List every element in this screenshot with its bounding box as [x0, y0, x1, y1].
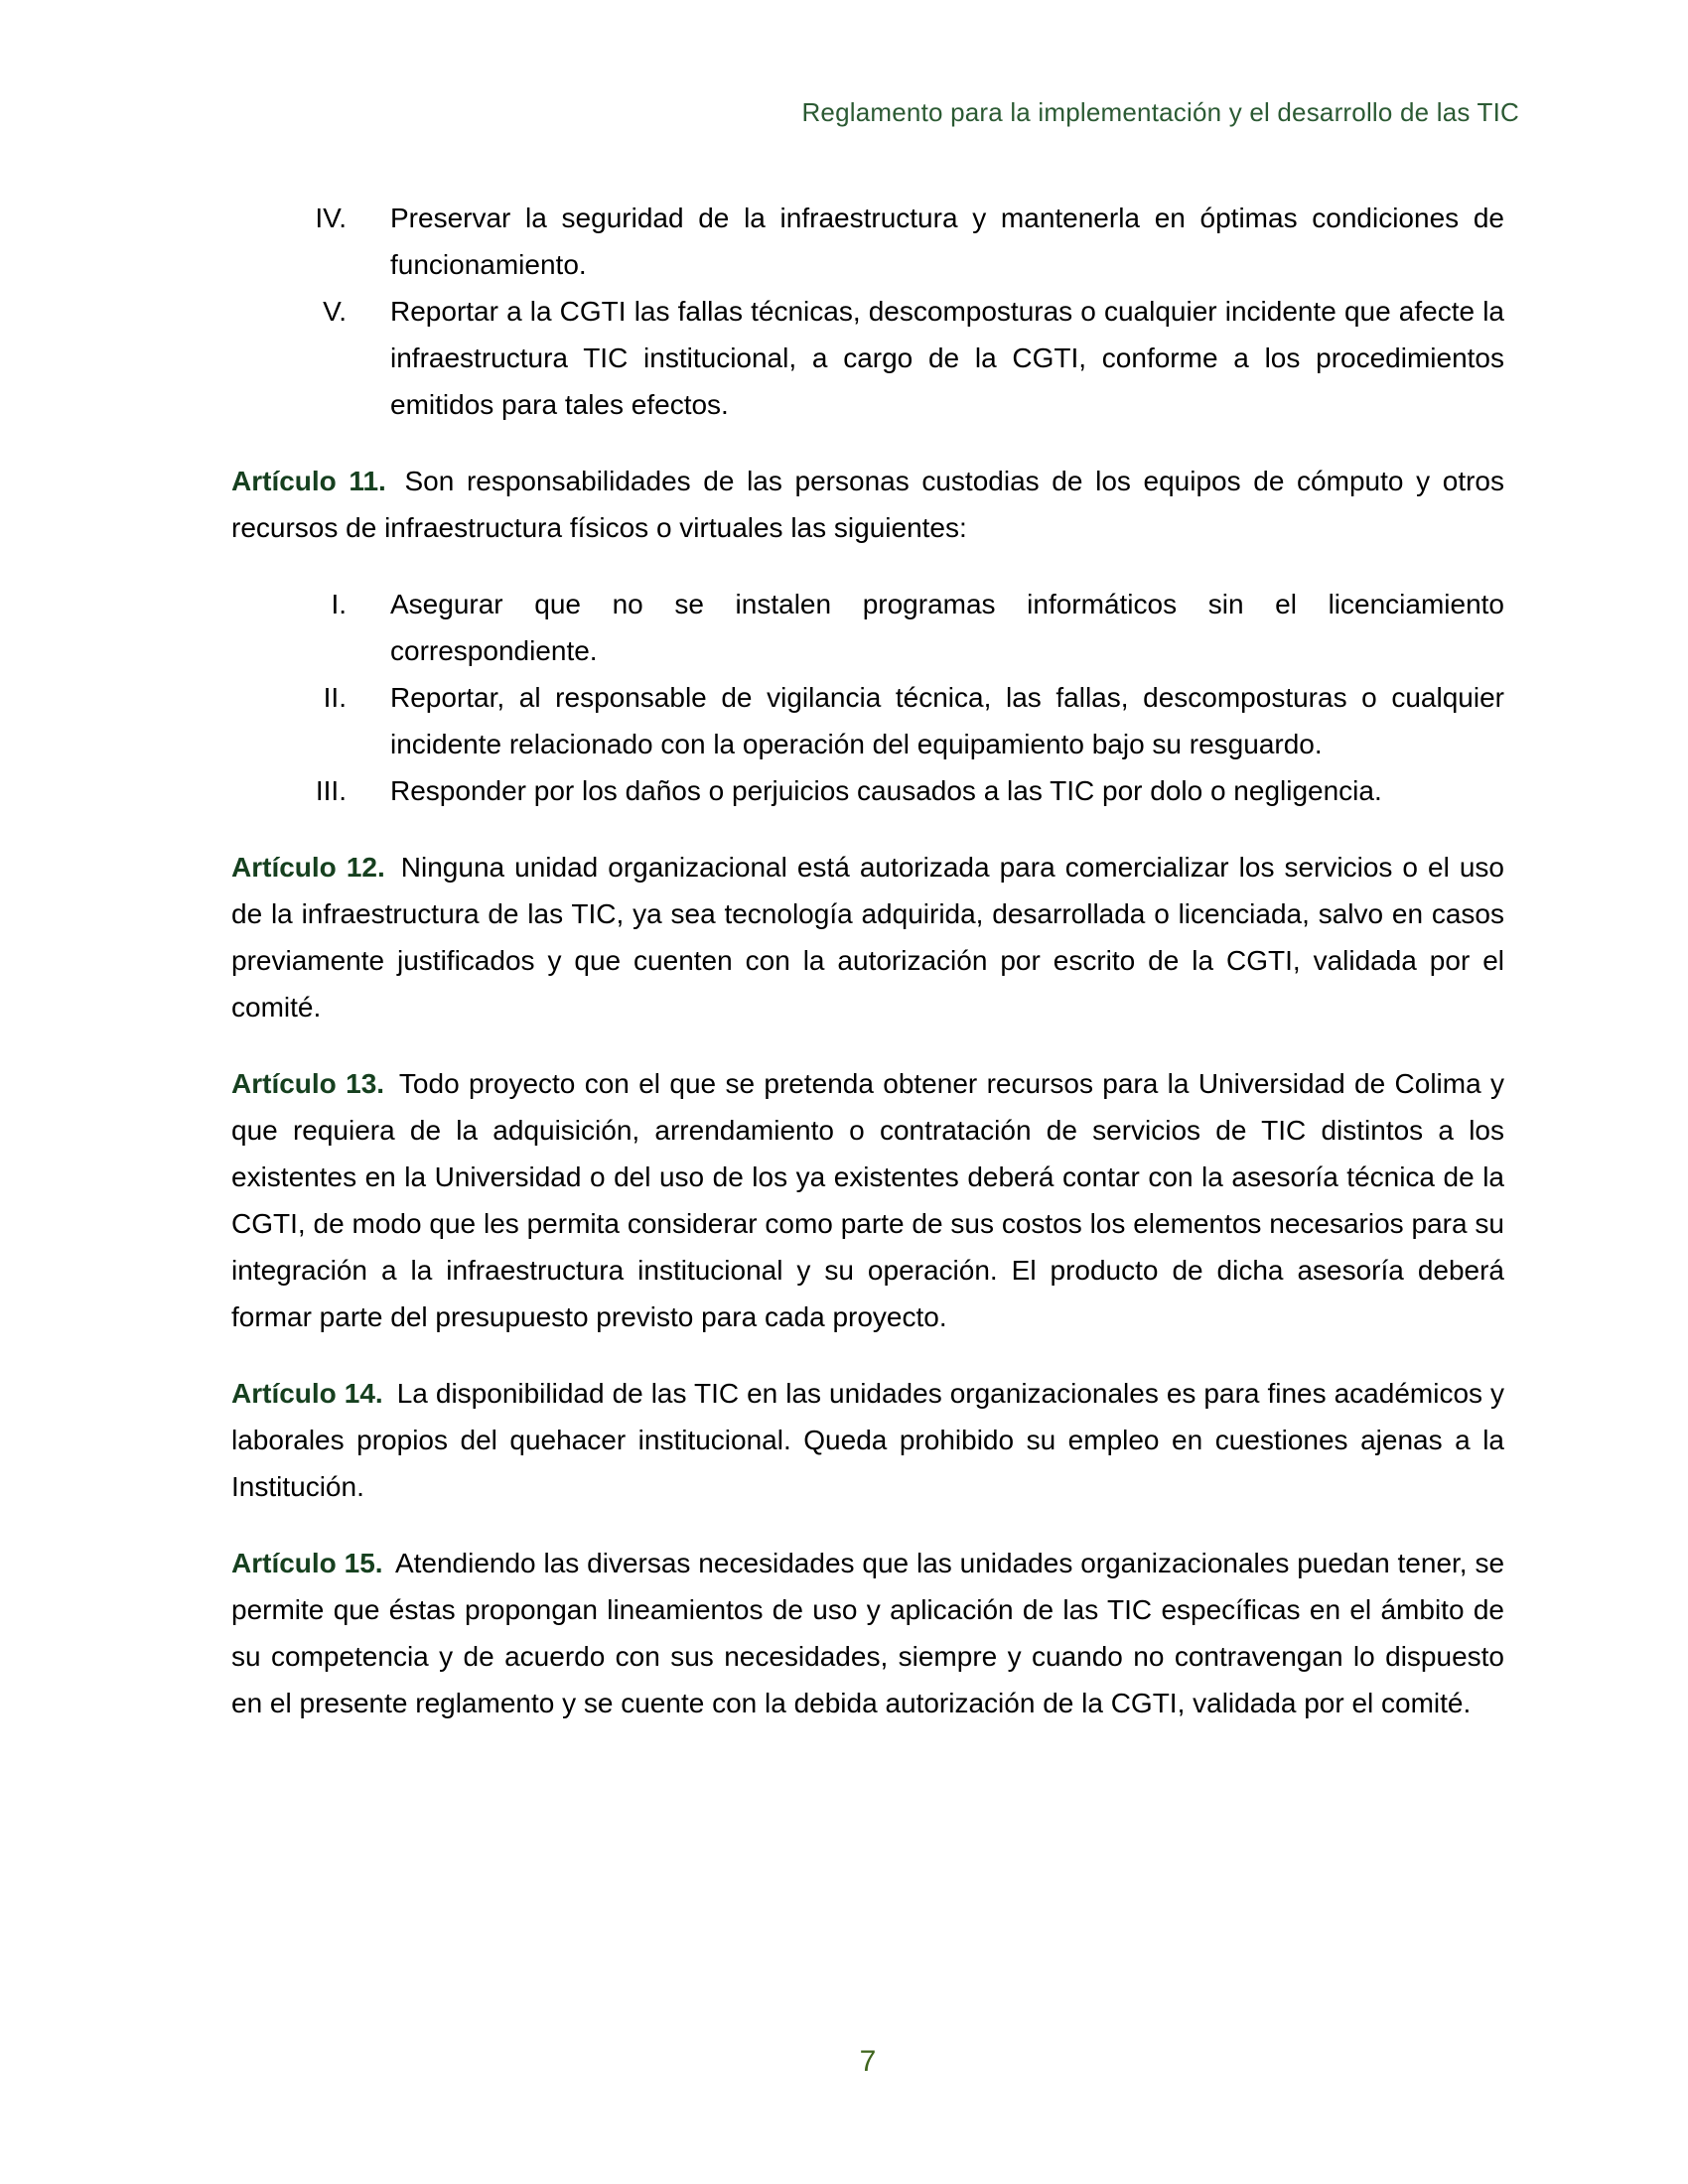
article-label: Artículo 13. — [231, 1068, 385, 1099]
list-item — [231, 195, 1504, 288]
article-text: Son responsabilidades de las personas custodias de los equipos de cómputo y otros recursos de infraestructura físicos o virtuales las siguientes: — [231, 466, 1504, 543]
list-item-text: Asegurar que no se instalen programas informáticos sin el licenciamiento correspondiente. — [390, 589, 1504, 666]
article-14 — [231, 1370, 1504, 1510]
list-item-numeral: III. — [315, 775, 347, 806]
list-item — [231, 581, 1504, 674]
roman-list-responsibilities — [231, 581, 1504, 814]
page-content — [231, 195, 1504, 1726]
list-item-numeral: I. — [331, 589, 347, 619]
article-15 — [231, 1540, 1504, 1726]
article-11 — [231, 458, 1504, 551]
list-item-numeral: IV. — [315, 203, 347, 233]
article-label: Artículo 15. — [231, 1548, 383, 1578]
running-header: Reglamento para la implementación y el desarrollo de las TIC — [801, 97, 1519, 127]
article-text: La disponibilidad de las TIC en las unidades organizacionales es para fines académicos y laborales propios del quehacer institucional. Queda prohibido su empleo en cuestiones ajenas a la Institución. — [231, 1378, 1505, 1502]
list-item-numeral: V. — [323, 296, 347, 327]
article-13 — [231, 1060, 1504, 1340]
list-item — [231, 674, 1504, 767]
list-item-text: Reportar, al responsable de vigilancia técnica, las fallas, descomposturas o cualquier incidente relacionado con la operación del equipamiento bajo su resguardo. — [390, 682, 1504, 759]
article-label: Artículo 14. — [231, 1378, 383, 1409]
article-label: Artículo 12. — [231, 852, 385, 883]
article-text: Ninguna unidad organizacional está autorizada para comercializar los servicios o el uso de la infraestructura de las TIC, ya sea tecnología adquirida, desarrollada o licenciada, salvo en casos previamente justificados y que cuenten con la autorización por escrito de la CGTI, validada por el comité. — [231, 852, 1505, 1023]
page-number: 7 — [859, 2045, 877, 2078]
list-item-text: Responder por los daños o perjuicios causados a las TIC por dolo o negligencia. — [390, 775, 1382, 806]
list-item — [231, 288, 1504, 428]
article-text: Atendiendo las diversas necesidades que las unidades organizacionales puedan tener, se permite que éstas propongan lineamientos de uso y aplicación de las TIC específicas en el ámbito de su competencia y de acuerdo con sus necesidades, siempre y cuando no contravengan lo dispuesto en el presente reglamento y se cuente con la debida autorización de la CGTI, validada por el comité. — [231, 1548, 1505, 1718]
list-item-text: Preservar la seguridad de la infraestructura y mantenerla en óptimas condiciones de funcionamiento. — [390, 203, 1504, 280]
list-item — [231, 767, 1504, 814]
article-label: Artículo 11. — [231, 466, 386, 496]
roman-list-upper — [231, 195, 1504, 428]
article-12 — [231, 844, 1504, 1030]
list-item-text: Reportar a la CGTI las fallas técnicas, descomposturas o cualquier incidente que afecte la infraestructura TIC institucional, a cargo de la CGTI, conforme a los procedimientos emitidos para tales efectos. — [390, 296, 1504, 420]
list-item-numeral: II. — [323, 682, 347, 713]
article-text: Todo proyecto con el que se pretenda obtener recursos para la Universidad de Colima y que requiera de la adquisición, arrendamiento o contratación de servicios de TIC distintos a los existentes en la Universidad o del uso de los ya existentes deberá contar con la asesoría técnica de la CGTI, de modo que les permita considerar como parte de sus costos los elementos necesarios para su integración a la infraestructura institucional y su operación. El producto de dicha asesoría deberá formar parte del presupuesto previsto para cada proyecto. — [231, 1068, 1505, 1332]
